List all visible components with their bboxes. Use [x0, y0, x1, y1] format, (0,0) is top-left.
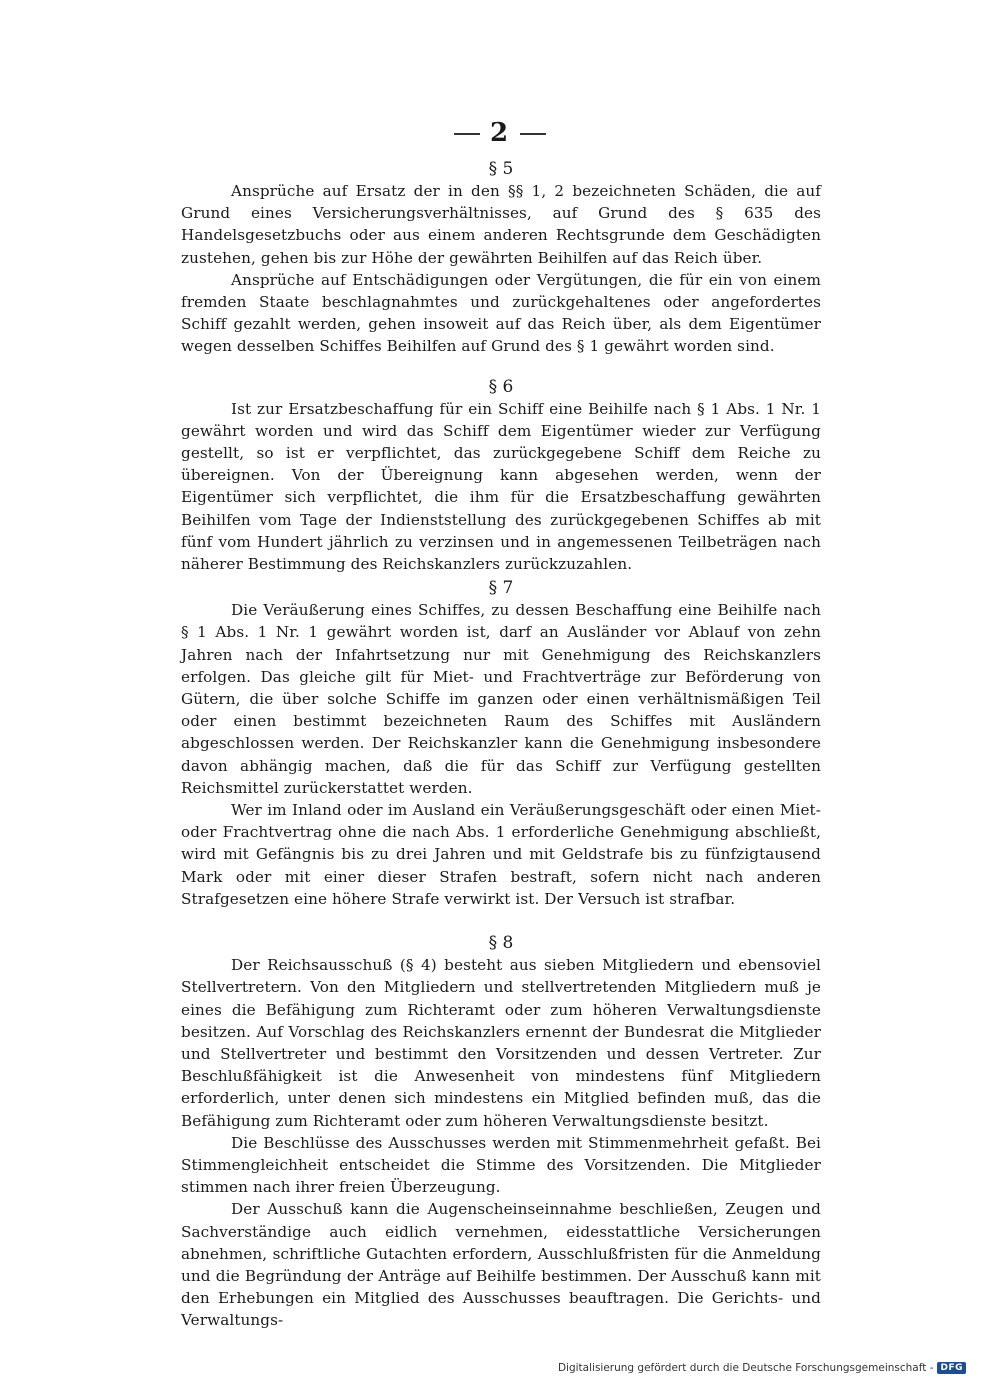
paragraph: Die Beschlüsse des Ausschusses werden mit Stimmenmehrheit gefaßt. Bei Stimmengleichheit entscheidet die Stimme des Vorsitzenden. Die Mitglieder stimmen nach ihrer freien Überzeugung.: [181, 1133, 821, 1197]
page-number-value: 2: [489, 118, 511, 148]
paragraph: Der Ausschuß kann die Augenscheinseinnahme beschließen, Zeugen und Sachverständige auch eidlich vernehmen, eidesstattliche Versicherungen abnehmen, schriftliche Gutachten erfordern, Ausschlußfristen für die Anmeldung und die Begründung der Anträge auf Beihilfe bestimmen. Der Ausschuß kann mit den Erhebungen ein Mitglied des Ausschusses beauftragen. Die Gerichts- und Verwaltungs-: [181, 1200, 821, 1330]
paragraph: Der Reichsausschuß (§ 4) besteht aus sieben Mitgliedern und ebensoviel Stellvertretern. Von den Mitgliedern und stellvertretenden Mitgliedern muß je eines die Befähigung zum Richteramt oder zum höheren Verwaltungsdienste besitzen. Auf Vorschlag des Reichskanzlers ernennt der Bundesrat die Mitglieder und Stellvertreter und bestimmt den Vorsitzenden und dessen Vertreter. Zur Beschlußfähigkeit ist die Anwesenheit von mindestens fünf Mitgliedern erforderlich, unter denen sich mindestens ein Mitglied befinden muß, das die Befähigung zum Richteramt oder zum höheren Verwaltungsdienste besitzt.: [181, 956, 821, 1130]
page-number: [0, 118, 1000, 148]
paragraph: Ansprüche auf Ersatz der in den §§ 1, 2 bezeichneten Schäden, die auf Grund eines Versicherungsverhältnisses, auf Grund des § 635 des Handelsgesetzbuchs oder aus einem anderen Rechtsgrunde dem Geschädigten zustehen, gehen bis zur Höhe der gewährten Beihilfen auf das Reich über.: [181, 182, 821, 267]
page-number-dash-right: [520, 133, 546, 135]
section-8: [181, 932, 821, 1331]
section-5: [181, 158, 821, 358]
section-heading: § 8: [488, 933, 514, 954]
paragraph: Wer im Inland oder im Ausland ein Veräußerungsgeschäft oder einen Miet- oder Frachtvertrag ohne die nach Abs. 1 erforderliche Genehmigung abschließt, wird mit Gefängnis bis zu drei Jahren und mit Geldstrafe bis zu fünfzigtausend Mark oder mit einer dieser Strafen bestraft, sofern nicht nach anderen Strafgesetzen eine höhere Strafe verwirkt ist. Der Versuch ist strafbar.: [181, 801, 821, 908]
dfg-logo: DFG: [937, 1362, 966, 1374]
paragraph: Ist zur Ersatzbeschaffung für ein Schiff eine Beihilfe nach § 1 Abs. 1 Nr. 1 gewährt worden und wird das Schiff dem Eigentümer wieder zur Verfügung gestellt, so ist er verpflichtet, das zurückgegebene Schiff dem Reiche zu übereignen. Von der Übereignung kann abgesehen werden, wenn der Eigentümer sich verpflichtet, die ihm für die Ersatzbeschaffung gewährten Beihilfen vom Tage der Indienststellung des zurückgegebenen Schiffes ab mit fünf vom Hundert jährlich zu verzinsen und in angemessenen Teilbeträgen nach näherer Bestimmung des Reichskanzlers zurückzuzahlen.: [181, 399, 821, 574]
section-heading: § 7: [488, 578, 514, 599]
section-heading: § 6: [488, 376, 514, 397]
document-body: [181, 158, 821, 1332]
section-7: [181, 577, 821, 910]
section-6: [181, 376, 821, 576]
page-number-dash-left: [454, 133, 480, 135]
digitization-credit: [558, 1362, 966, 1374]
paragraph: Ansprüche auf Entschädigungen oder Vergütungen, die für ein von einem fremden Staate beschlagnahmtes und zurückgehaltenes oder angefordertes Schiff gezahlt werden, gehen insoweit auf das Reich über, als dem Eigentümer wegen desselben Schiffes Beihilfen auf Grund des § 1 gewährt worden sind.: [181, 270, 821, 356]
digitization-credit-text: Digitalisierung gefördert durch die Deutsche Forschungsgemeinschaft -: [557, 1362, 934, 1374]
section-heading: § 5: [488, 159, 514, 179]
paragraph: Die Veräußerung eines Schiffes, zu dessen Beschaffung eine Beihilfe nach § 1 Abs. 1 Nr. 1 gewährt worden ist, darf an Ausländer vor Ablauf von zehn Jahren nach der Infahrtsetzung nur mit Genehmigung des Reichskanzlers erfolgen. Das gleiche gilt für Miet- und Frachtverträge zur Beförderung von Gütern, die über solche Schiffe im ganzen oder einen verhältnismäßigen Teil oder einen bestimmt bezeichneten Raum des Schiffes mit Ausländern abgeschlossen werden. Der Reichskanzler kann die Genehmigung insbesondere davon abhängig machen, daß die für das Schiff zur Verfügung gestellten Reichsmittel zurückerstattet werden.: [181, 601, 821, 797]
